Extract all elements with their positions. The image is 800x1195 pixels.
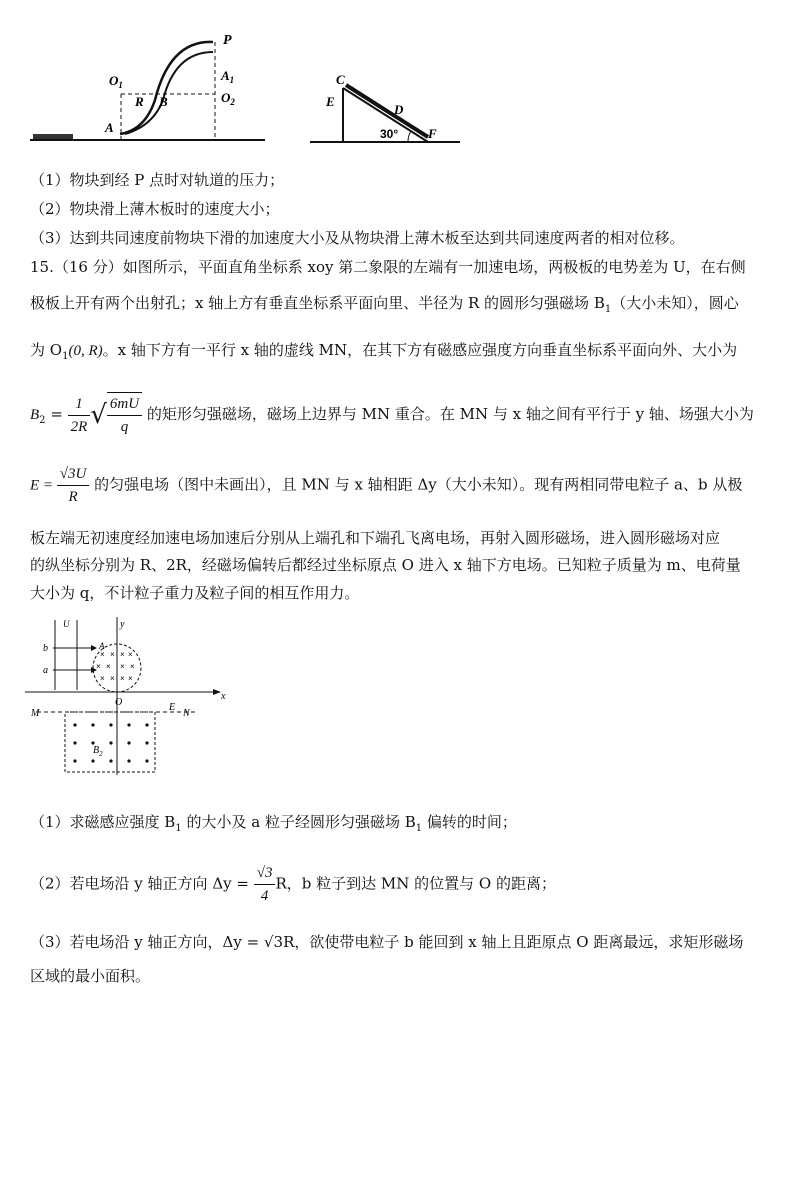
svg-text:×: × [128,674,133,683]
sub-question-1: （1）求磁感应强度 $B_1$ 的大小及 a 粒子经圆形匀强磁场 $B_1$ 偏转的时间； [30,813,517,834]
svg-text:×: × [100,650,105,659]
label-A-mid: A [99,641,105,651]
label-M: M [31,708,40,719]
svg-text:×: × [128,650,133,659]
label-B2: $B_2$ [93,745,103,758]
label-x: x [221,691,226,702]
label-O: O [115,697,123,708]
label-b: b [43,643,48,654]
sub-question-2: （2）若电场沿 y 轴正方向 Δy = $\frac{√3}{4}$ R，b 粒子到达 MN 的位置与 O 的距离； [30,862,556,907]
sub-question-3-line2: 区域的最小面积。 [30,967,151,985]
label-O1: $O_1$ [109,73,123,90]
q14-part1: （1）物块到经 P 点时对轨道的压力； [30,171,285,189]
label-D: D [394,102,404,117]
q15-line4: $B_2$ = $\frac{1}{2R}$ √ $\frac{6mU}{q}$ 的矩形匀强磁场，磁场上边界与 MN 重合。在 MN 与 x 轴之间有平行于 y 轴、场强大小为 [30,392,754,438]
label-C: C [336,72,345,87]
label-R: R [135,94,144,109]
label-y: y [120,619,125,630]
label-E: E [326,94,335,109]
q15-line7: 的纵坐标分别为 R、2R，经磁场偏转后都经过坐标原点 O 进入 x 轴下方电场。已知粒子质量为 m、电荷量 [30,556,741,574]
svg-text:×: × [120,674,125,683]
q14-part3: （3）达到共同速度前物块下滑的加速度大小及从物块滑上薄木板至达到共同速度两者的相对位移。 [30,229,685,247]
q15-line8: 大小为 q，不计粒子重力及粒子间的相互作用力。 [30,584,360,602]
track-figure [25,30,265,150]
label-F: F [428,126,437,141]
x-axis-head [213,689,221,695]
angle-arc [408,131,411,142]
svg-text:×: × [96,662,101,671]
svg-text:×: × [120,650,125,659]
svg-text:×: × [110,674,115,683]
label-N: N [183,708,190,719]
label-angle: 30° [380,127,399,141]
arrow-b-head [91,645,97,651]
frac-sqrt3-over-4: $\frac{√3}{4}$ [254,862,276,907]
svg-text:×: × [100,674,105,683]
label-A: A [105,120,114,135]
field-dots [73,723,148,762]
frac-sqrt3U-over-R: $\frac{√3U}{R}$ [57,463,90,508]
q15-line3: 为 $O_1(0$, R)。x 轴下方有一平行 x 轴的虚线 MN，在其下方有磁感应强度方向垂直坐标系平面向外、大小为 [30,341,738,362]
svg-text:×: × [110,650,115,659]
incline-figure [310,70,460,150]
label-U: U [63,619,70,629]
q15-line5: E = $\frac{√3U}{R}$ 的匀强电场（图中未画出），且 MN 与 x 轴相距 Δy（大小未知）。现有两相同带电粒子 a、b 从极 [30,463,742,508]
label-O2: $O_2$ [221,90,235,107]
svg-text:×: × [130,662,135,671]
label-E-mid: E [169,702,176,713]
q15-line6: 板左端无初速度经加速电场加速后分别从上端孔和下端孔飞离电场，再射入圆形磁场，进入圆形磁场对应 [30,529,721,547]
label-B: B [159,94,168,109]
label-a: a [43,665,48,676]
field-crosses [96,650,135,683]
q14-part2: （2）物块滑上薄木板时的速度大小； [30,200,280,218]
q15-line2: 极板上开有两个出射孔；x 轴上方有垂直坐标系平面向里、半径为 R 的圆形匀强磁场 $B_1$（大小未知），圆心 [30,294,739,315]
frac-6mU-over-q: $\frac{6mU}{q}$ [107,392,142,438]
label-A1: $A_1$ [221,68,235,85]
svg-text:×: × [106,662,111,671]
frac-1-over-2R: $\frac{1}{2R}$ [68,393,91,438]
svg-text:×: × [120,662,125,671]
field-figure [25,615,225,785]
sub-question-3-line1: （3）若电场沿 y 轴正方向，Δy = √3R，欲使带电粒子 b 能回到 x 轴上且距原点 O 距离最远，求矩形磁场 [30,933,744,951]
label-P: P [223,33,232,48]
q15-line1: 15.（16 分）如图所示，平面直角坐标系 xoy 第二象限的左端有一加速电场，两极板的电势差为 U，在右侧 [30,258,746,276]
